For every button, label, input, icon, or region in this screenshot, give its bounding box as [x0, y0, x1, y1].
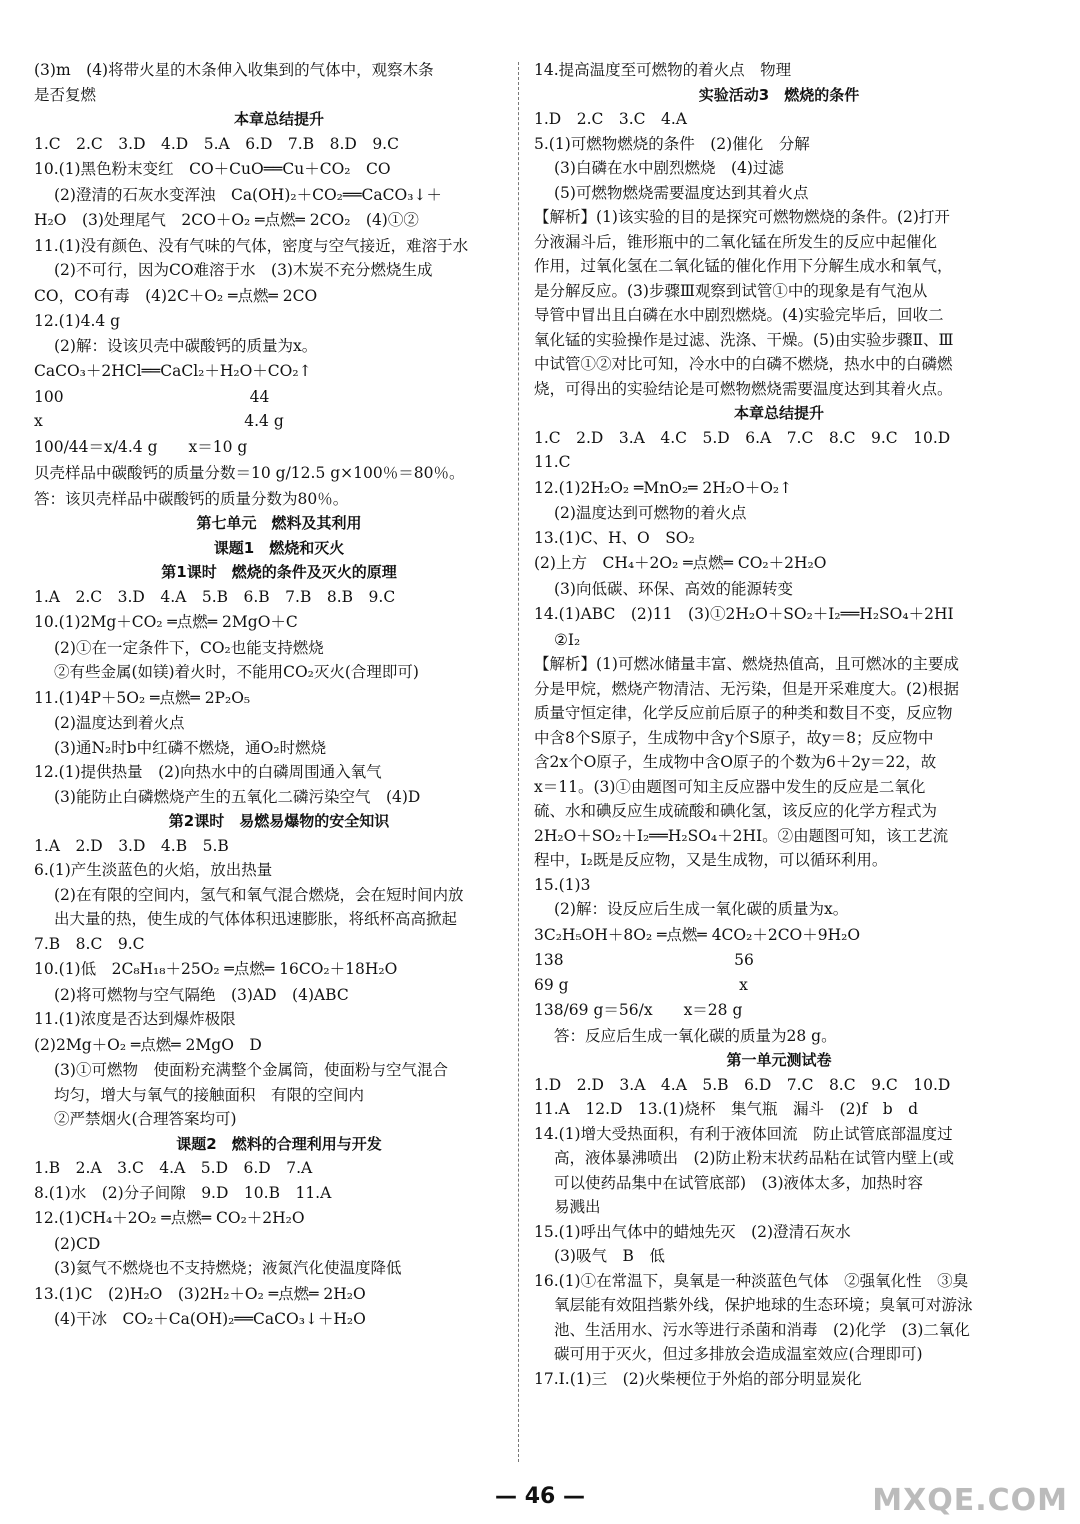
answer-line: 硫、水和碘反应生成硫酸和碘化氢，该反应的化学方程式为 [534, 802, 938, 820]
section-heading: 本章总结提升 [733, 404, 824, 422]
answer-line: 是分解反应。(3)步骤Ⅲ观察到试管①中的现象是有气泡从 [534, 281, 928, 300]
answer-line: (2)在有限的空间内，氢气和氧气混合燃烧，会在短时间内放 [54, 885, 464, 904]
answer-line: 10.(1)低 2C₈H₁₈＋25O₂ ═点燃═ 16CO₂＋18H₂O [34, 960, 398, 978]
answer-line: 碳可用于灭火，但过多排放会造成温室效应(合理即可) [554, 1345, 923, 1363]
answer-line: (2)温度达到可燃物的着火点 [554, 504, 747, 522]
answer-line: CaCO₃＋2HCl══CaCl₂＋H₂O＋CO₂↑ [34, 362, 312, 380]
answer-line: (2)不可行，因为CO难溶于水 (3)木炭不充分燃烧生成 [54, 261, 433, 279]
answer-line: 13.(1)C (2)H₂O (3)2H₂＋O₂ ═点燃═ 2H₂O [34, 1284, 366, 1303]
answer-line: 答：该贝壳样品中碳酸钙的质量分数为80％。 [34, 489, 349, 508]
answer-line: 1.C 2.C 3.D 4.D 5.A 6.D 7.B 8.D 9.C [34, 134, 399, 153]
answer-line: 含2x个O原子，生成物中含O原子的个数为6＋2y＝22，故 [534, 753, 937, 771]
answer-line: 出大量的热，使生成的气体体积迅速膨胀，将纸杯高高掀起 [54, 910, 458, 928]
answer-line: (2)温度达到着火点 [54, 714, 185, 732]
site-watermark: MXQE.COM [872, 1483, 1068, 1518]
answer-line: 导管中冒出且白磷在水中剧烈燃烧。(4)实验完毕后，回收二 [534, 306, 944, 324]
answer-line: 11.(1)4P＋5O₂ ═点燃═ 2P₂O₅ [34, 688, 251, 707]
left-column [34, 58, 524, 1332]
answer-line: 12.(1)CH₄＋2O₂ ═点燃═ CO₂＋2H₂O [34, 1209, 305, 1227]
answer-line: 138/69 g＝56/x x＝28 g [534, 1001, 743, 1019]
answer-line: (2)①在一定条件下，CO₂也能支持燃烧 [54, 638, 324, 657]
section-heading: 第1课时 燃烧的条件及灭火的原理 [161, 563, 397, 581]
answer-line: 烧，可得出的实验结论是可燃物燃烧需要温度达到其着火点。 [534, 379, 953, 398]
answer-line: ②I₂ [554, 630, 581, 649]
answer-line: (3)通N₂时b中红磷不燃烧，通O₂时燃烧 [54, 738, 327, 757]
answer-line: 程中，I₂既是反应物，又是生成物，可以循环利用。 [534, 851, 888, 869]
answer-line: 易溅出 [554, 1198, 601, 1216]
answer-line: 是否复燃 [34, 85, 97, 104]
answer-line: (2)将可燃物与空气隔绝 (3)AD (4)ABC [54, 985, 349, 1004]
answer-line: ②严禁烟火(合理答案均可) [54, 1110, 237, 1128]
answer-line: 12.(1)提供热量 (2)向热水中的白磷周围通入氧气 [34, 763, 382, 781]
section-heading: 第2课时 易燃易爆物的安全知识 [168, 812, 390, 830]
answer-line: 1.B 2.A 3.C 4.A 5.D 6.D 7.A [34, 1159, 313, 1177]
answer-line: 池、生活用水、污水等进行杀菌和消毒 (2)化学 (3)二氧化 [554, 1320, 970, 1339]
section-heading: 课题2 燃料的合理利用与开发 [176, 1134, 382, 1153]
answer-line: x 4.4 g [34, 412, 284, 430]
answer-line: 氧化锰的实验操作是过滤、洗涤、干燥。(5)由实验步骤Ⅱ、Ⅲ [534, 330, 954, 349]
answer-line: 11.C [534, 453, 571, 471]
answer-line: 分液漏斗后，锥形瓶中的二氧化锰在所发生的反应中起催化 [534, 232, 938, 251]
answer-line: (2)解：设该贝壳中碳酸钙的质量为x。 [54, 336, 318, 355]
section-heading: 第七单元 燃料及其利用 [196, 514, 362, 532]
answer-line: 分是甲烷，燃烧产物清洁、无污染，但是开采难度大。(2)根据 [534, 679, 959, 698]
answer-line: 5.(1)可燃物燃烧的条件 (2)催化 分解 [534, 134, 810, 153]
answer-line: 14.(1)ABC (2)11 (3)①2H₂O＋SO₂＋I₂══H₂SO₄＋2HI [534, 605, 954, 623]
answer-line: 6.(1)产生淡蓝色的火焰，放出热量 [34, 861, 273, 879]
answer-line: 11.A 12.D 13.(1)烧杯 集气瓶 漏斗 (2)f b d [534, 1100, 919, 1118]
right-column [534, 58, 1024, 1391]
answer-line: 11.(1)浓度是否达到爆炸极限 [34, 1010, 236, 1028]
answer-line: 12.(1)2H₂O₂ ═MnO₂═ 2H₂O＋O₂↑ [534, 478, 793, 497]
answer-line: 17.Ⅰ.(1)三 (2)火柴梗位于外焰的部分明显炭化 [534, 1369, 862, 1388]
answer-line: 答：反应后生成一氧化碳的质量为28 g。 [554, 1026, 837, 1045]
answer-line: 1.A 2.C 3.D 4.A 5.B 6.B 7.B 8.B 9.C [34, 587, 396, 606]
answer-line: 1.D 2.C 3.C 4.A [534, 110, 687, 128]
answer-line: 11.(1)没有颜色、没有气味的气体，密度与空气接近，难溶于水 [34, 236, 469, 255]
answer-line: 1.C 2.D 3.A 4.C 5.D 6.A 7.C 8.C 9.C 10.D [534, 428, 951, 447]
answer-line: 16.(1)①在常温下，臭氧是一种淡蓝色气体 ②强氧化性 ③臭 [534, 1271, 969, 1290]
answer-line: 138 56 [534, 951, 754, 969]
answer-line: 贝壳样品中碳酸钙的质量分数＝10 g/12.5 g×100％＝80％。 [34, 464, 465, 482]
column-divider [518, 62, 519, 1462]
answer-line: CO，CO有毒 (4)2C＋O₂ ═点燃═ 2CO [34, 286, 318, 305]
answer-line: (3)向低碳、环保、高效的能源转变 [554, 579, 793, 598]
section-heading: 本章总结提升 [233, 110, 324, 128]
answer-line: (2)CD [54, 1234, 101, 1253]
section-heading: 实验活动3 燃烧的条件 [698, 85, 860, 104]
answer-line: 均匀，增大与氧气的接触面积 有限的空间内 [54, 1085, 365, 1104]
answer-line: 可以使药品集中在试管底部) (3)液体太多，加热时容 [554, 1173, 924, 1192]
answer-line: (3)氦气不燃烧也不支持燃烧；液氮汽化使温度降低 [54, 1259, 402, 1277]
answer-line: 12.(1)4.4 g [34, 312, 121, 330]
answer-line: (2)2Mg＋O₂ ═点燃═ 2MgO D [34, 1035, 262, 1054]
answer-line: 1.A 2.D 3.D 4.B 5.B [34, 836, 229, 855]
answer-line: 100 44 [34, 387, 270, 406]
answer-line: 13.(1)C、H、O SO₂ [534, 528, 695, 547]
answer-line: 14.(1)增大受热面积，有利于液体回流 防止试管底部温度过 [534, 1124, 953, 1143]
answer-line: (3)能防止白磷燃烧产生的五氧化二磷污染空气 (4)D [54, 787, 421, 806]
answer-line: (5)可燃物燃烧需要温度达到其着火点 [554, 183, 809, 202]
answer-line: (3)①可燃物 使面粉充满整个金属筒，使面粉与空气混合 [54, 1061, 448, 1079]
answer-line: 1.D 2.D 3.A 4.A 5.B 6.D 7.C 8.C 9.C 10.D [534, 1075, 951, 1094]
answer-line: 中含8个S原子，生成物中含y个S原子，故y＝8；反应物中 [534, 728, 934, 747]
answer-line: 69 g x [534, 975, 748, 994]
answer-line: (4)干冰 CO₂＋Ca(OH)₂══CaCO₃↓＋H₂O [54, 1310, 366, 1328]
answer-line: 8.(1)水 (2)分子间隙 9.D 10.B 11.A [34, 1183, 332, 1202]
answer-line: 3C₂H₅OH＋8O₂ ═点燃═ 4CO₂＋2CO＋9H₂O [534, 925, 861, 944]
answer-line: 【解析】(1)该实验的目的是探究可燃物燃烧的条件。(2)打开 [534, 208, 950, 226]
answer-line: 100/44＝x/4.4 g x＝10 g [34, 437, 248, 456]
page-number: — 46 — [495, 1484, 585, 1509]
answer-line: (2)解：设反应后生成一氧化碳的质量为x。 [554, 900, 849, 918]
answer-line: 高，液体暴沸喷出 (2)防止粉末状药品粘在试管内壁上(或 [554, 1149, 955, 1167]
answer-line: 氧层能有效阻挡紫外线，保护地球的生态环境；臭氧可对游泳 [554, 1296, 973, 1314]
answer-line: (3)m (4)将带火星的木条伸入收集到的气体中，观察木条 [34, 61, 434, 79]
section-heading: 第一单元测试卷 [726, 1051, 832, 1069]
answer-line: x＝11。(3)①由题图可知主反应器中发生的反应是二氧化 [534, 777, 926, 796]
answer-line: (2)上方 CH₄＋2O₂ ═点燃═ CO₂＋2H₂O [534, 554, 827, 572]
answer-line: 15.(1)3 [534, 875, 591, 894]
answer-line: (3)吸气 B 低 [554, 1247, 665, 1265]
answer-line: 10.(1)黑色粉末变红 CO＋CuO══Cu＋CO₂ CO [34, 160, 391, 178]
answer-line: 10.(1)2Mg＋CO₂ ═点燃═ 2MgO＋C [34, 613, 298, 631]
answer-line: 质量守恒定律，化学反应前后原子的种类和数目不变，反应物 [534, 704, 953, 722]
answer-line: 14.提高温度至可燃物的着火点 物理 [534, 61, 792, 79]
answer-line: 作用，过氧化氢在二氧化锰的催化作用下分解生成水和氧气， [534, 257, 953, 275]
answer-line: ②有些金属(如镁)着火时，不能用CO₂灭火(合理即可) [54, 663, 419, 681]
answer-line: H₂O (3)处理尾气 2CO＋O₂ ═点燃═ 2CO₂ (4)①② [34, 211, 419, 229]
answer-line: (2)澄清的石灰水变浑浊 Ca(OH)₂＋CO₂══CaCO₃↓＋ [54, 185, 442, 204]
answer-line: 【解析】(1)可燃冰储量丰富、燃烧热值高，且可燃冰的主要成 [534, 655, 959, 673]
section-heading: 课题1 燃烧和灭火 [213, 538, 345, 557]
answer-line: (3)白磷在水中剧烈燃烧 (4)过滤 [554, 159, 784, 177]
answer-line: 2H₂O＋SO₂＋I₂══H₂SO₄＋2HI。②由题图可知，该工艺流 [534, 826, 949, 845]
answer-line: 7.B 8.C 9.C [34, 934, 145, 953]
answer-line: 15.(1)呼出气体中的蜡烛先灭 (2)澄清石灰水 [534, 1222, 851, 1241]
answer-line: 中试管①②对比可知，冷水中的白磷不燃烧，热水中的白磷燃 [534, 355, 953, 373]
